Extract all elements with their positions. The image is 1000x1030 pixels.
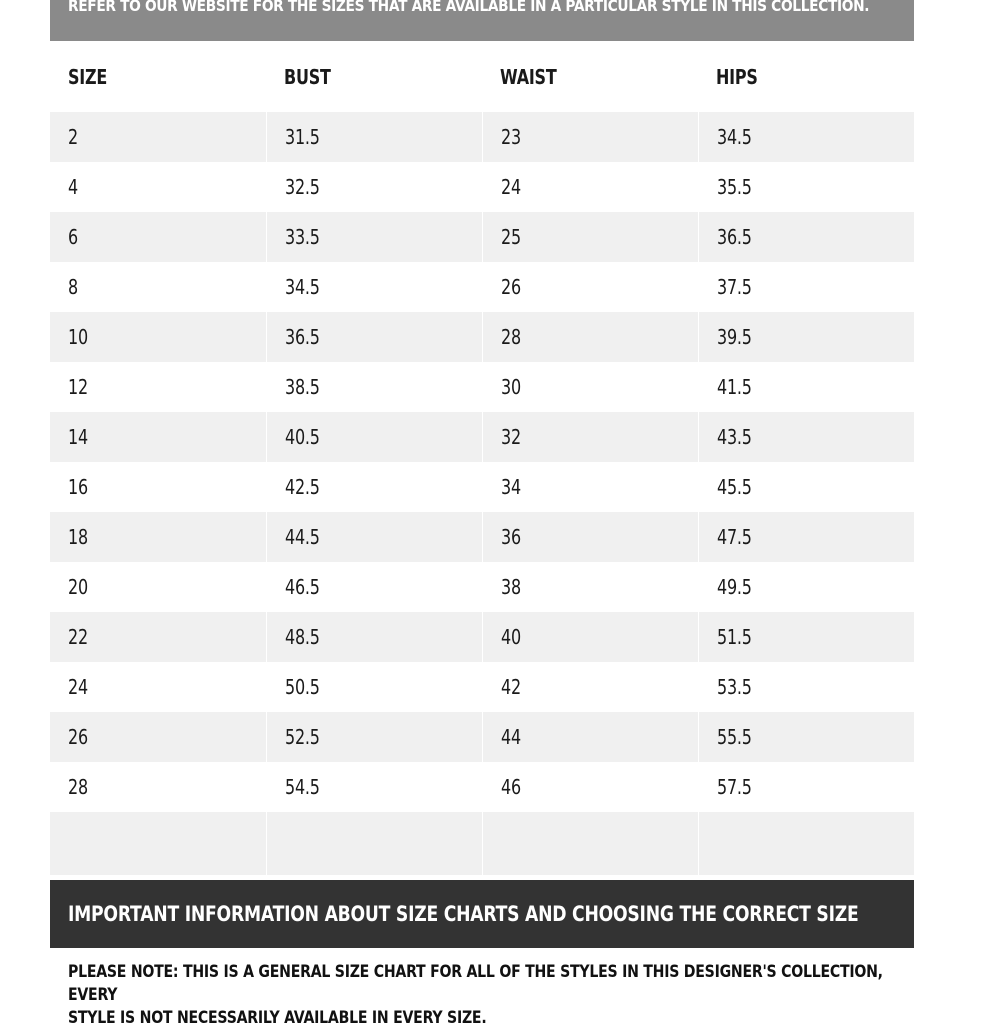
cell-waist (482, 762, 698, 812)
table-row-empty (50, 812, 914, 875)
empty-cell (50, 812, 266, 875)
header-waist: WAIST (482, 41, 698, 112)
cell-size (50, 662, 266, 712)
table-row (50, 462, 914, 512)
cell-value: 4 (68, 175, 78, 199)
cell-value: 33.5 (284, 225, 320, 249)
cell-size (50, 162, 266, 212)
cell-value: 34.5 (284, 275, 320, 299)
cell-size (50, 112, 266, 162)
table-row (50, 662, 914, 712)
banner-text: REFER TO OUR WEBSITE FOR THE SIZES THAT ARE AVAILABLE IN A PARTICULAR STYLE IN THIS COLLECTION. (68, 0, 870, 15)
table-row (50, 612, 914, 662)
table-row (50, 212, 914, 262)
cell-bust (266, 212, 482, 262)
cell-hips (698, 612, 914, 662)
cell-value: 12 (68, 375, 88, 399)
cell-value: 32 (500, 425, 521, 449)
table-row (50, 362, 914, 412)
cell-value: 51.5 (716, 625, 752, 649)
empty-cell (698, 812, 914, 875)
cell-value: 47.5 (716, 525, 752, 549)
cell-value: 57.5 (716, 775, 752, 799)
cell-value: 34 (500, 475, 521, 499)
table-row (50, 562, 914, 612)
note-line-1: PLEASE NOTE: THIS IS A GENERAL SIZE CHART FOR ALL OF THE STYLES IN THIS DESIGNER'S COLLECTION, EVERY (68, 962, 883, 1005)
cell-value: 36.5 (716, 225, 752, 249)
cell-waist (482, 212, 698, 262)
cell-waist (482, 662, 698, 712)
cell-hips (698, 112, 914, 162)
cell-value: 53.5 (716, 675, 752, 699)
cell-size (50, 612, 266, 662)
cell-value: 44.5 (284, 525, 320, 549)
cell-bust (266, 462, 482, 512)
cell-value: 48.5 (284, 625, 320, 649)
cell-bust (266, 712, 482, 762)
table-row (50, 162, 914, 212)
cell-waist (482, 312, 698, 362)
cell-hips (698, 462, 914, 512)
cell-waist (482, 712, 698, 762)
cell-hips (698, 662, 914, 712)
cell-value: 36.5 (284, 325, 320, 349)
cell-size (50, 512, 266, 562)
cell-bust (266, 662, 482, 712)
cell-size (50, 212, 266, 262)
cell-value: 31.5 (284, 125, 320, 149)
cell-value: 24 (500, 175, 521, 199)
table-row (50, 112, 914, 162)
cell-value: 35.5 (716, 175, 752, 199)
cell-size (50, 262, 266, 312)
cell-bust (266, 112, 482, 162)
cell-value: 46.5 (284, 575, 320, 599)
cell-value: 38.5 (284, 375, 320, 399)
cell-value: 10 (68, 325, 88, 349)
cell-size (50, 762, 266, 812)
size-note (68, 961, 898, 1030)
cell-waist (482, 262, 698, 312)
cell-value: 37.5 (716, 275, 752, 299)
cell-bust (266, 362, 482, 412)
cell-value: 39.5 (716, 325, 752, 349)
empty-cell (482, 812, 698, 875)
cell-waist (482, 612, 698, 662)
table-row (50, 412, 914, 462)
cell-value: 49.5 (716, 575, 752, 599)
cell-value: 30 (500, 375, 521, 399)
cell-waist (482, 462, 698, 512)
cell-value: 8 (68, 275, 78, 299)
cell-value: 22 (68, 625, 88, 649)
cell-size (50, 562, 266, 612)
cell-bust (266, 612, 482, 662)
cell-value: 43.5 (716, 425, 752, 449)
cell-value: 26 (68, 725, 88, 749)
cell-size (50, 412, 266, 462)
cell-value: 18 (68, 525, 88, 549)
cell-hips (698, 512, 914, 562)
table-row (50, 312, 914, 362)
cell-bust (266, 412, 482, 462)
cell-hips (698, 362, 914, 412)
cell-value: 26 (500, 275, 521, 299)
cell-value: 50.5 (284, 675, 320, 699)
header-bust: BUST (266, 41, 482, 112)
cell-waist (482, 162, 698, 212)
cell-hips (698, 262, 914, 312)
cell-hips (698, 412, 914, 462)
cell-size (50, 712, 266, 762)
cell-value: 14 (68, 425, 88, 449)
cell-value: 41.5 (716, 375, 752, 399)
info-bar (50, 880, 914, 948)
cell-value: 40 (500, 625, 521, 649)
table-row (50, 762, 914, 812)
cell-size (50, 462, 266, 512)
cell-value: 28 (500, 325, 521, 349)
cell-waist (482, 112, 698, 162)
header-hips: HIPS (698, 41, 914, 112)
cell-value: 24 (68, 675, 88, 699)
cell-waist (482, 562, 698, 612)
cell-bust (266, 762, 482, 812)
table-row (50, 512, 914, 562)
cell-size (50, 362, 266, 412)
cell-hips (698, 712, 914, 762)
size-table (50, 41, 915, 875)
cell-value: 32.5 (284, 175, 320, 199)
header-size: SIZE (50, 41, 266, 112)
cell-value: 45.5 (716, 475, 752, 499)
cell-value: 20 (68, 575, 88, 599)
cell-value: 42.5 (284, 475, 320, 499)
cell-hips (698, 312, 914, 362)
cell-bust (266, 312, 482, 362)
table-header-row (50, 41, 914, 112)
cell-value: 42 (500, 675, 521, 699)
cell-value: 25 (500, 225, 521, 249)
cell-bust (266, 262, 482, 312)
cell-size (50, 312, 266, 362)
cell-value: 38 (500, 575, 521, 599)
cell-bust (266, 562, 482, 612)
cell-value: 46 (500, 775, 521, 799)
cell-value: 34.5 (716, 125, 752, 149)
cell-value: 16 (68, 475, 88, 499)
cell-hips (698, 762, 914, 812)
cell-value: 52.5 (284, 725, 320, 749)
cell-hips (698, 562, 914, 612)
cell-waist (482, 412, 698, 462)
cell-value: 2 (68, 125, 78, 149)
cell-value: 40.5 (284, 425, 320, 449)
table-row (50, 262, 914, 312)
cell-value: 44 (500, 725, 521, 749)
cell-value: 23 (500, 125, 521, 149)
cell-hips (698, 162, 914, 212)
cell-value: 36 (500, 525, 521, 549)
top-banner (50, 0, 914, 41)
cell-bust (266, 162, 482, 212)
info-title: IMPORTANT INFORMATION ABOUT SIZE CHARTS AND CHOOSING THE CORRECT SIZE (68, 902, 859, 926)
cell-value: 6 (68, 225, 78, 249)
cell-value: 28 (68, 775, 88, 799)
note-line-2: STYLE IS NOT NECESSARILY AVAILABLE IN EVERY SIZE. (68, 1008, 487, 1028)
table-body (50, 112, 914, 875)
empty-cell (266, 812, 482, 875)
cell-value: 54.5 (284, 775, 320, 799)
cell-value: 55.5 (716, 725, 752, 749)
cell-hips (698, 212, 914, 262)
table-row (50, 712, 914, 762)
cell-waist (482, 362, 698, 412)
cell-bust (266, 512, 482, 562)
cell-waist (482, 512, 698, 562)
